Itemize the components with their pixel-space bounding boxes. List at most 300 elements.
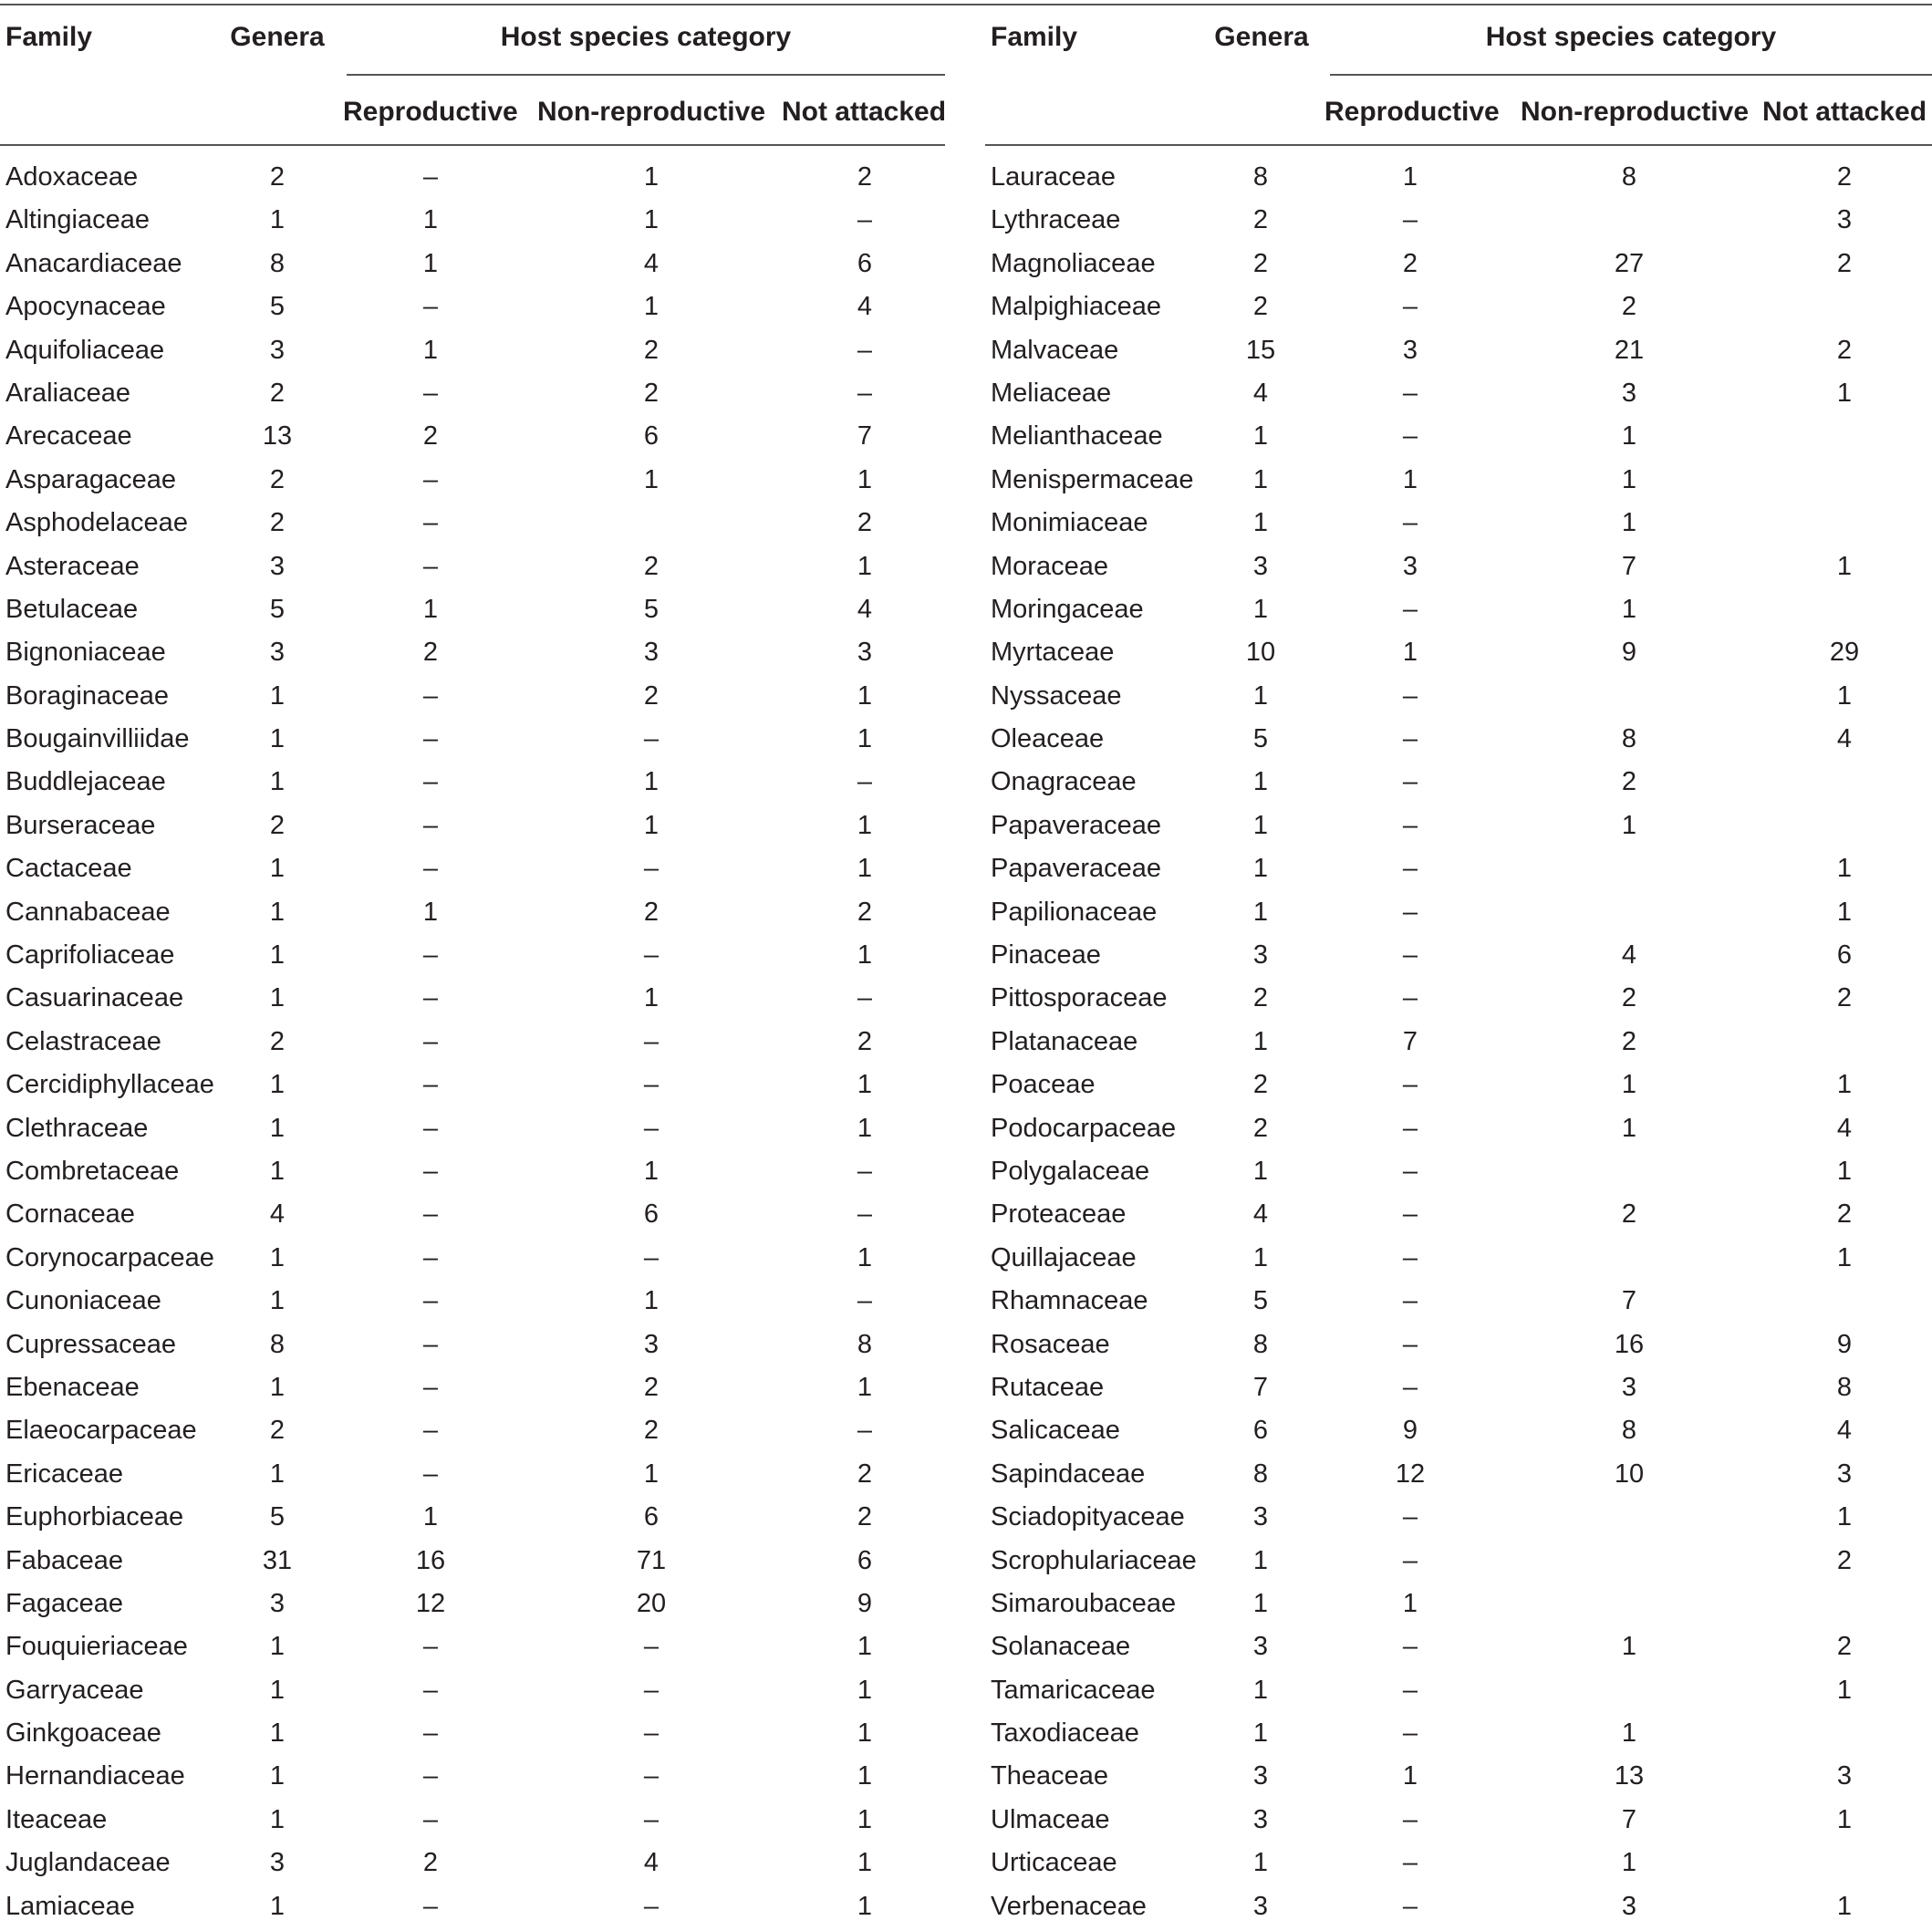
- cell-genera: 1: [269, 1761, 286, 1791]
- table-row: [0, 1456, 945, 1499]
- cell-non-reproductive: 6: [643, 1199, 660, 1230]
- cell-genera: 1: [1252, 464, 1269, 494]
- table-row: [985, 807, 1932, 850]
- cell-genera: 2: [1252, 1113, 1269, 1143]
- cell-genera: 10: [1245, 638, 1276, 668]
- cell-family: Malpighiaceae: [991, 292, 1162, 322]
- cell-not-attacked: 1: [1836, 1502, 1853, 1532]
- header-reproductive: Reproductive: [1324, 97, 1500, 127]
- table-row: [985, 548, 1932, 591]
- cell-reproductive: –: [1402, 1675, 1418, 1705]
- cell-not-attacked: 1: [1836, 680, 1853, 711]
- cell-genera: 1: [269, 1675, 286, 1705]
- cell-reproductive: –: [1402, 1545, 1418, 1575]
- cell-reproductive: 7: [1402, 1026, 1418, 1056]
- cell-family: Rhamnaceae: [991, 1286, 1148, 1316]
- cell-reproductive: –: [422, 1416, 439, 1446]
- cell-non-reproductive: 1: [1621, 421, 1637, 452]
- cell-reproductive: –: [422, 1113, 439, 1143]
- header-genera: Genera: [230, 22, 325, 52]
- cell-genera: 1: [269, 1113, 286, 1143]
- cell-not-attacked: 2: [857, 1459, 873, 1489]
- cell-non-reproductive: 1: [1621, 1113, 1637, 1143]
- cell-reproductive: –: [1402, 724, 1418, 754]
- cell-reproductive: –: [422, 1156, 439, 1186]
- cell-not-attacked: 1: [1836, 1891, 1853, 1921]
- cell-family: Combretaceae: [5, 1156, 180, 1186]
- cell-reproductive: –: [1402, 810, 1418, 840]
- cell-family: Sapindaceae: [991, 1459, 1146, 1489]
- header-family: Family: [5, 22, 93, 52]
- cell-genera: 2: [1252, 205, 1269, 235]
- cell-family: Euphorbiaceae: [5, 1502, 184, 1532]
- table-row: [0, 1585, 945, 1628]
- cell-genera: 2: [1252, 248, 1269, 278]
- cell-reproductive: 1: [422, 1502, 439, 1532]
- cell-family: Rutaceae: [991, 1372, 1105, 1402]
- cell-family: Ulmaceae: [991, 1804, 1110, 1834]
- cell-non-reproductive: 1: [643, 1459, 660, 1489]
- cell-reproductive: –: [1402, 1329, 1418, 1359]
- cell-reproductive: 2: [1402, 248, 1418, 278]
- cell-reproductive: –: [422, 810, 439, 840]
- table-row: [0, 1282, 945, 1325]
- cell-non-reproductive: 9: [1621, 638, 1637, 668]
- cell-family: Melianthaceae: [991, 421, 1163, 452]
- cell-non-reproductive: 1: [643, 162, 660, 192]
- cell-genera: 1: [1252, 594, 1269, 624]
- cell-not-attacked: 1: [857, 1113, 873, 1143]
- table-row: [0, 678, 945, 721]
- cell-genera: 1: [1252, 810, 1269, 840]
- cell-family: Nyssaceae: [991, 680, 1122, 711]
- table-row: [0, 245, 945, 288]
- cell-genera: 8: [1252, 1459, 1269, 1489]
- cell-non-reproductive: 1: [1621, 1070, 1637, 1100]
- cell-non-reproductive: 2: [1621, 1026, 1637, 1056]
- cell-non-reproductive: 1: [643, 1156, 660, 1186]
- table-row: [985, 1456, 1932, 1499]
- cell-reproductive: –: [1402, 378, 1418, 408]
- cell-non-reproductive: 8: [1621, 1416, 1637, 1446]
- cell-non-reproductive: 3: [1621, 1891, 1637, 1921]
- cell-reproductive: –: [422, 1675, 439, 1705]
- cell-family: Cannabaceae: [5, 897, 171, 927]
- table-row: [0, 159, 945, 202]
- cell-family: Cunoniaceae: [5, 1286, 161, 1316]
- cell-genera: 1: [269, 940, 286, 971]
- cell-family: Taxodiaceae: [991, 1718, 1139, 1749]
- cell-not-attacked: 4: [1836, 1416, 1853, 1446]
- cell-family: Burseraceae: [5, 810, 156, 840]
- cell-genera: 2: [269, 810, 286, 840]
- cell-non-reproductive: 1: [1621, 464, 1637, 494]
- cell-non-reproductive: 6: [643, 1502, 660, 1532]
- table-row: [985, 894, 1932, 937]
- cell-not-attacked: 1: [857, 464, 873, 494]
- cell-family: Buddlejaceae: [5, 767, 166, 797]
- cell-genera: 2: [269, 1026, 286, 1056]
- cell-reproductive: –: [1402, 1804, 1418, 1834]
- cell-family: Scrophulariaceae: [991, 1545, 1197, 1575]
- cell-not-attacked: 1: [857, 680, 873, 711]
- table-row: [0, 1196, 945, 1239]
- table-row: [0, 1066, 945, 1109]
- cell-not-attacked: 1: [857, 1242, 873, 1272]
- cell-genera: 7: [1252, 1372, 1269, 1402]
- cell-genera: 5: [269, 292, 286, 322]
- cell-genera: 1: [269, 767, 286, 797]
- cell-family: Simaroubaceae: [991, 1588, 1177, 1618]
- cell-not-attacked: –: [857, 1199, 873, 1230]
- cell-non-reproductive: –: [643, 724, 660, 754]
- cell-genera: 1: [1252, 854, 1269, 884]
- cell-not-attacked: 1: [857, 1891, 873, 1921]
- cell-family: Meliaceae: [991, 378, 1112, 408]
- cell-family: Arecaceae: [5, 421, 132, 452]
- cell-family: Apocynaceae: [5, 292, 166, 322]
- table-row: [985, 1326, 1932, 1369]
- cell-family: Fouquieriaceae: [5, 1632, 188, 1662]
- cell-genera: 1: [269, 1804, 286, 1834]
- header-genera: Genera: [1214, 22, 1309, 52]
- cell-reproductive: –: [1402, 680, 1418, 711]
- cell-not-attacked: 2: [857, 508, 873, 538]
- cell-genera: 1: [269, 1156, 286, 1186]
- table-row: [985, 375, 1932, 418]
- cell-genera: 3: [1252, 1891, 1269, 1921]
- cell-reproductive: –: [422, 1372, 439, 1402]
- cell-reproductive: 1: [422, 205, 439, 235]
- cell-non-reproductive: –: [643, 1761, 660, 1791]
- cell-non-reproductive: –: [643, 1675, 660, 1705]
- cell-reproductive: 1: [422, 335, 439, 365]
- table-row: [0, 763, 945, 806]
- cell-non-reproductive: 7: [1621, 551, 1637, 581]
- header-non-reproductive: Non-reproductive: [1520, 97, 1750, 127]
- cell-not-attacked: 1: [1836, 1804, 1853, 1834]
- cell-reproductive: 2: [422, 421, 439, 452]
- header-bottom-rule: [985, 144, 1932, 146]
- cell-not-attacked: –: [857, 767, 873, 797]
- cell-reproductive: 1: [1402, 162, 1418, 192]
- cell-non-reproductive: 1: [643, 767, 660, 797]
- cell-family: Bignoniaceae: [5, 638, 166, 668]
- cell-not-attacked: 2: [857, 897, 873, 927]
- table-row: [985, 288, 1932, 331]
- cell-reproductive: –: [1402, 1156, 1418, 1186]
- table-right-half: [985, 0, 1932, 1921]
- cell-reproductive: –: [422, 1761, 439, 1791]
- cell-family: Poaceae: [991, 1070, 1096, 1100]
- cell-family: Cornaceae: [5, 1199, 135, 1230]
- table-row: [0, 1715, 945, 1758]
- cell-family: Pinaceae: [991, 940, 1101, 971]
- cell-non-reproductive: –: [643, 1026, 660, 1056]
- table-row: [985, 1542, 1932, 1585]
- cell-reproductive: –: [422, 1632, 439, 1662]
- cell-non-reproductive: 2: [643, 680, 660, 711]
- cell-reproductive: 2: [422, 1848, 439, 1878]
- cell-genera: 1: [1252, 421, 1269, 452]
- cell-genera: 5: [1252, 1286, 1269, 1316]
- cell-family: Myrtaceae: [991, 638, 1115, 668]
- table-row: [985, 634, 1932, 677]
- cell-genera: 1: [269, 1242, 286, 1272]
- cell-non-reproductive: 4: [1621, 940, 1637, 971]
- table-row: [0, 202, 945, 244]
- cell-non-reproductive: 27: [1614, 248, 1645, 278]
- cell-genera: 8: [269, 248, 286, 278]
- cell-family: Ginkgoaceae: [5, 1718, 161, 1749]
- cell-reproductive: –: [1402, 1113, 1418, 1143]
- cell-non-reproductive: –: [643, 1113, 660, 1143]
- cell-family: Papaveraceae: [991, 854, 1162, 884]
- table-body-left: [0, 159, 945, 1931]
- cell-not-attacked: –: [857, 1156, 873, 1186]
- cell-reproductive: –: [1402, 1070, 1418, 1100]
- cell-non-reproductive: 2: [643, 551, 660, 581]
- cell-family: Sciadopityaceae: [991, 1502, 1185, 1532]
- cell-reproductive: 1: [1402, 638, 1418, 668]
- table-row: [0, 850, 945, 893]
- table-row: [985, 159, 1932, 202]
- cell-family: Theaceae: [991, 1761, 1108, 1791]
- cell-family: Juglandaceae: [5, 1848, 171, 1878]
- cell-non-reproductive: 5: [643, 594, 660, 624]
- cell-family: Cupressaceae: [5, 1329, 176, 1359]
- table-row: [985, 1023, 1932, 1066]
- cell-genera: 1: [269, 724, 286, 754]
- table-row: [0, 1499, 945, 1542]
- cell-reproductive: –: [422, 292, 439, 322]
- cell-non-reproductive: 2: [643, 1416, 660, 1446]
- cell-non-reproductive: 3: [643, 1329, 660, 1359]
- cell-reproductive: –: [1402, 1718, 1418, 1749]
- table-row: [985, 980, 1932, 1023]
- table-row: [985, 1715, 1932, 1758]
- cell-genera: 1: [269, 897, 286, 927]
- cell-genera: 3: [1252, 1804, 1269, 1834]
- cell-reproductive: –: [422, 378, 439, 408]
- cell-family: Casuarinaceae: [5, 983, 184, 1013]
- header-host-category: Host species category: [1485, 22, 1777, 52]
- cell-genera: 2: [1252, 1070, 1269, 1100]
- cell-not-attacked: –: [857, 983, 873, 1013]
- cell-family: Iteaceae: [5, 1804, 108, 1834]
- table-row: [985, 504, 1932, 547]
- cell-family: Caprifoliaceae: [5, 940, 175, 971]
- cell-family: Anacardiaceae: [5, 248, 182, 278]
- cell-non-reproductive: 7: [1621, 1804, 1637, 1834]
- cell-not-attacked: 8: [1836, 1372, 1853, 1402]
- cell-not-attacked: 3: [857, 638, 873, 668]
- header-reproductive: Reproductive: [343, 97, 518, 127]
- cell-not-attacked: 3: [1836, 1761, 1853, 1791]
- table-row: [0, 1628, 945, 1671]
- cell-not-attacked: 1: [1836, 897, 1853, 927]
- table-row: [0, 288, 945, 331]
- cell-genera: 3: [269, 1588, 286, 1618]
- cell-genera: 1: [269, 1372, 286, 1402]
- table-row: [985, 1758, 1932, 1801]
- cell-not-attacked: 4: [857, 594, 873, 624]
- cell-non-reproductive: 8: [1621, 724, 1637, 754]
- cell-genera: 3: [269, 551, 286, 581]
- cell-reproductive: –: [1402, 594, 1418, 624]
- cell-family: Monimiaceae: [991, 508, 1148, 538]
- cell-reproductive: 1: [1402, 464, 1418, 494]
- cell-genera: 2: [269, 378, 286, 408]
- table-row: [0, 1801, 945, 1844]
- cell-genera: 1: [269, 680, 286, 711]
- table-row: [0, 375, 945, 418]
- cell-reproductive: –: [422, 464, 439, 494]
- cell-reproductive: –: [422, 508, 439, 538]
- cell-family: Platanaceae: [991, 1026, 1138, 1056]
- table-row: [985, 202, 1932, 244]
- cell-genera: 8: [1252, 162, 1269, 192]
- cell-non-reproductive: 10: [1614, 1459, 1645, 1489]
- cell-non-reproductive: 1: [643, 810, 660, 840]
- table-row: [0, 894, 945, 937]
- cell-not-attacked: 2: [857, 1026, 873, 1056]
- cell-not-attacked: 1: [857, 1848, 873, 1878]
- cell-family: Cactaceae: [5, 854, 132, 884]
- cell-reproductive: –: [422, 680, 439, 711]
- cell-reproductive: –: [422, 767, 439, 797]
- cell-reproductive: –: [1402, 1372, 1418, 1402]
- table-row: [0, 548, 945, 591]
- cell-reproductive: 3: [1402, 335, 1418, 365]
- cell-family: Araliaceae: [5, 378, 131, 408]
- cell-not-attacked: –: [857, 335, 873, 365]
- cell-genera: 1: [1252, 767, 1269, 797]
- cell-non-reproductive: 21: [1614, 335, 1645, 365]
- table-row: [0, 332, 945, 375]
- cell-genera: 4: [269, 1199, 286, 1230]
- table-row: [0, 721, 945, 763]
- cell-genera: 3: [1252, 940, 1269, 971]
- cell-reproductive: –: [422, 1329, 439, 1359]
- cell-genera: 4: [1252, 378, 1269, 408]
- table-row: [0, 1412, 945, 1455]
- cell-reproductive: 2: [422, 638, 439, 668]
- cell-genera: 5: [269, 594, 286, 624]
- header-not-attacked: Not attacked: [781, 97, 947, 127]
- table-row: [0, 1844, 945, 1887]
- cell-reproductive: –: [1402, 1632, 1418, 1662]
- cell-family: Aquifoliaceae: [5, 335, 165, 365]
- cell-genera: 15: [1245, 335, 1276, 365]
- cell-family: Lamiaceae: [5, 1891, 135, 1921]
- table-row: [985, 1196, 1932, 1239]
- cell-non-reproductive: –: [643, 1891, 660, 1921]
- cell-genera: 1: [1252, 508, 1269, 538]
- cell-non-reproductive: 20: [636, 1588, 667, 1618]
- cell-reproductive: 1: [422, 594, 439, 624]
- table-row: [985, 245, 1932, 288]
- cell-not-attacked: 1: [857, 1675, 873, 1705]
- cell-family: Hernandiaceae: [5, 1761, 185, 1791]
- cell-reproductive: –: [1402, 1891, 1418, 1921]
- cell-non-reproductive: 1: [643, 464, 660, 494]
- cell-non-reproductive: 7: [1621, 1286, 1637, 1316]
- cell-genera: 1: [1252, 1156, 1269, 1186]
- cell-genera: 31: [262, 1545, 293, 1575]
- cell-reproductive: –: [422, 1459, 439, 1489]
- cell-not-attacked: 2: [1836, 983, 1853, 1013]
- cell-not-attacked: 2: [1836, 1632, 1853, 1662]
- cell-genera: 3: [1252, 1761, 1269, 1791]
- cell-genera: 1: [269, 1891, 286, 1921]
- table-row: [0, 937, 945, 980]
- cell-non-reproductive: 4: [643, 248, 660, 278]
- cell-not-attacked: 1: [857, 724, 873, 754]
- cell-non-reproductive: –: [643, 1242, 660, 1272]
- cell-family: Cercidiphyllaceae: [5, 1070, 214, 1100]
- cell-family: Fagaceae: [5, 1588, 123, 1618]
- cell-non-reproductive: 3: [643, 638, 660, 668]
- table-row: [985, 1412, 1932, 1455]
- cell-reproductive: –: [1402, 421, 1418, 452]
- cell-family: Moringaceae: [991, 594, 1144, 624]
- cell-reproductive: 12: [1395, 1459, 1426, 1489]
- cell-family: Polygalaceae: [991, 1156, 1150, 1186]
- table-row: [0, 1369, 945, 1412]
- cell-non-reproductive: 8: [1621, 162, 1637, 192]
- cell-reproductive: –: [422, 1242, 439, 1272]
- cell-non-reproductive: 2: [1621, 767, 1637, 797]
- cell-not-attacked: 1: [857, 1070, 873, 1100]
- table-row: [985, 462, 1932, 504]
- cell-family: Verbenaceae: [991, 1891, 1147, 1921]
- cell-genera: 1: [1252, 1242, 1269, 1272]
- cell-family: Pittosporaceae: [991, 983, 1168, 1013]
- cell-not-attacked: 2: [1836, 335, 1853, 365]
- cell-genera: 2: [1252, 292, 1269, 322]
- cell-genera: 3: [1252, 1632, 1269, 1662]
- cell-non-reproductive: –: [643, 1718, 660, 1749]
- table-row: [985, 1844, 1932, 1887]
- cell-genera: 2: [269, 508, 286, 538]
- cell-family: Garryaceae: [5, 1675, 144, 1705]
- cell-not-attacked: 1: [1836, 1242, 1853, 1272]
- cell-genera: 1: [269, 854, 286, 884]
- table-row: [0, 1110, 945, 1153]
- cell-reproductive: –: [422, 1199, 439, 1230]
- table-row: [0, 504, 945, 547]
- cell-genera: 1: [269, 1286, 286, 1316]
- cell-reproductive: –: [1402, 940, 1418, 971]
- cell-not-attacked: 6: [857, 1545, 873, 1575]
- cell-non-reproductive: –: [643, 1632, 660, 1662]
- cell-genera: 1: [1252, 1718, 1269, 1749]
- cell-genera: 13: [262, 421, 293, 452]
- header-non-reproductive: Non-reproductive: [536, 97, 766, 127]
- cell-not-attacked: 7: [857, 421, 873, 452]
- cell-not-attacked: 2: [1836, 1199, 1853, 1230]
- cell-non-reproductive: 13: [1614, 1761, 1645, 1791]
- cell-genera: 1: [1252, 680, 1269, 711]
- cell-family: Lythraceae: [991, 205, 1121, 235]
- cell-reproductive: –: [1402, 1502, 1418, 1532]
- header-category-rule: [347, 74, 945, 76]
- cell-family: Bougainvilliidae: [5, 724, 190, 754]
- cell-family: Menispermaceae: [991, 464, 1194, 494]
- cell-reproductive: –: [1402, 205, 1418, 235]
- cell-not-attacked: 2: [857, 1502, 873, 1532]
